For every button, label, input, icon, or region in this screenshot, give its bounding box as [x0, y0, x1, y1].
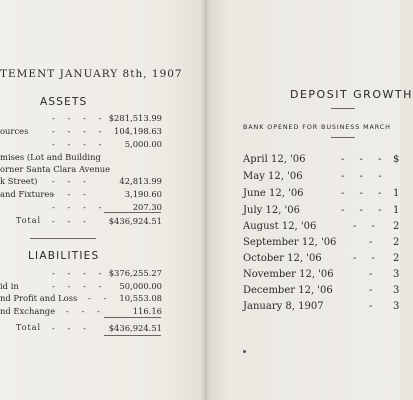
deposit-amount: 3: [393, 269, 400, 280]
assets-row-label: k Street): [0, 176, 38, 186]
deposit-dash: - -: [353, 253, 381, 264]
liabilities-row-amount: 50,000.00: [119, 281, 162, 291]
left-page: [0, 0, 205, 400]
liabilities-heading: LIABILITIES: [28, 250, 100, 262]
liabilities-double-rule: [104, 335, 161, 336]
deposit-amount: 2: [393, 221, 400, 232]
assets-row-dots: - - - -: [52, 202, 107, 212]
assets-row-amount: $281,513.99: [108, 113, 162, 123]
assets-row-amount: 42,813.99: [119, 176, 162, 186]
assets-row-label: and Fixtures: [0, 189, 54, 199]
deposit-amount: 3: [393, 285, 400, 296]
assets-row-label: ources: [0, 126, 29, 136]
deposit-date: December 12, '06: [243, 285, 333, 296]
liabilities-total-amount: $436,924.51: [108, 323, 162, 333]
assets-heading: ASSETS: [40, 96, 88, 108]
deposit-dash: -: [369, 285, 379, 296]
deposit-row: [243, 186, 400, 202]
deposit-date: May 12, '06: [243, 171, 303, 182]
statement-title: TEMENT JANUARY 8th, 1907: [0, 68, 183, 80]
assets-row: [0, 188, 162, 200]
deposit-amount: 1: [393, 188, 400, 199]
liabilities-row-dots: - - - -: [52, 281, 107, 291]
title-rule: [331, 108, 355, 109]
deposit-dash: - - -: [341, 171, 388, 182]
assets-row-amount: 5,000.00: [124, 139, 162, 149]
liabilities-total-row: [0, 322, 162, 334]
assets-total-row: [0, 215, 162, 227]
deposit-amount: 1: [393, 205, 400, 216]
deposit-row: [243, 235, 400, 251]
deposit-dash: - -: [353, 221, 381, 232]
deposit-row: [243, 152, 400, 168]
deposit-dash: - - -: [341, 188, 388, 199]
liabilities-row: [0, 305, 162, 317]
assets-row-amount: 207.30: [132, 202, 162, 212]
deposit-date: June 12, '06: [243, 188, 304, 199]
deposit-amount: $: [393, 154, 400, 165]
assets-row: [0, 125, 162, 137]
deposit-row: [243, 299, 400, 315]
deposit-row: [243, 267, 400, 283]
deposit-row: [243, 219, 400, 235]
deposit-row: [243, 203, 400, 219]
liabilities-row-amount: $376,255.27: [108, 268, 162, 278]
assets-row-amount: 104,198.63: [114, 126, 162, 136]
deposit-date: January 8, 1907: [243, 301, 324, 312]
deposit-date: November 12, '06: [243, 269, 334, 280]
liabilities-total-label: Total: [16, 323, 42, 332]
liabilities-row-dots: - - - -: [52, 268, 107, 278]
assets-total-dots: - - -: [52, 216, 91, 226]
page-speck: [243, 350, 246, 353]
deposit-dash: - - -: [341, 205, 388, 216]
deposit-dash: -: [369, 301, 379, 312]
deposit-growth-title: DEPOSIT GROWTH: [290, 88, 413, 101]
assets-row-dots: - - - -: [52, 113, 107, 123]
assets-row: [0, 151, 162, 163]
deposit-amount: 2: [393, 253, 400, 264]
assets-row: [0, 163, 162, 175]
assets-row-dots: - - - -: [52, 126, 107, 136]
deposit-dash: - - -: [341, 154, 388, 165]
deposit-amount: 2: [393, 237, 400, 248]
deposit-amount: 3: [393, 301, 400, 312]
deposit-date: August 12, '06: [243, 221, 317, 232]
assets-row-label: mises (Lot and Building: [0, 152, 101, 162]
subtitle-rule: [331, 137, 355, 138]
assets-row: [0, 175, 162, 187]
deposit-date: October 12, '06: [243, 253, 322, 264]
deposit-date: April 12, '06: [243, 154, 306, 165]
liabilities-row-amount: 116.16: [132, 306, 162, 316]
deposit-dash: -: [369, 269, 379, 280]
liabilities-row: [0, 292, 162, 304]
section-divider: [30, 238, 96, 239]
liabilities-row: [0, 280, 162, 292]
assets-sum-rule: [104, 212, 161, 213]
assets-row-dots: - - - -: [52, 139, 107, 149]
assets-row: [0, 112, 162, 124]
liabilities-row-label: nd Exchange: [0, 306, 56, 316]
deposit-date: July 12, '06: [243, 205, 301, 216]
assets-row-dots: - - -: [52, 176, 91, 186]
liabilities-row: [0, 267, 162, 279]
deposit-row: [243, 283, 400, 299]
liabilities-total-dots: - - -: [52, 323, 91, 333]
liabilities-sum-rule: [104, 317, 161, 318]
liabilities-row-amount: 10,553.08: [119, 293, 162, 303]
assets-row: [0, 138, 162, 150]
liabilities-row-dots: - -: [88, 293, 112, 303]
assets-row-label: orner Santa Clara Avenue: [0, 164, 111, 174]
liabilities-row-label: nd Profit and Loss: [0, 293, 78, 303]
deposit-dash: -: [369, 237, 379, 248]
liabilities-row-label: id in: [0, 281, 19, 291]
liabilities-row-dots: - - -: [66, 306, 105, 316]
bank-opened-subtitle: BANK OPENED FOR BUSINESS MARCH: [243, 123, 391, 131]
deposit-row: [243, 251, 400, 267]
deposit-row: [243, 169, 400, 185]
assets-total-amount: $436,924.51: [108, 216, 162, 226]
assets-total-label: Total: [16, 216, 42, 225]
book-gutter: [200, 0, 210, 400]
assets-row-amount: 3,190.60: [124, 189, 162, 199]
assets-row-dots: - - -: [52, 189, 91, 199]
deposit-date: September 12, '06: [243, 237, 337, 248]
